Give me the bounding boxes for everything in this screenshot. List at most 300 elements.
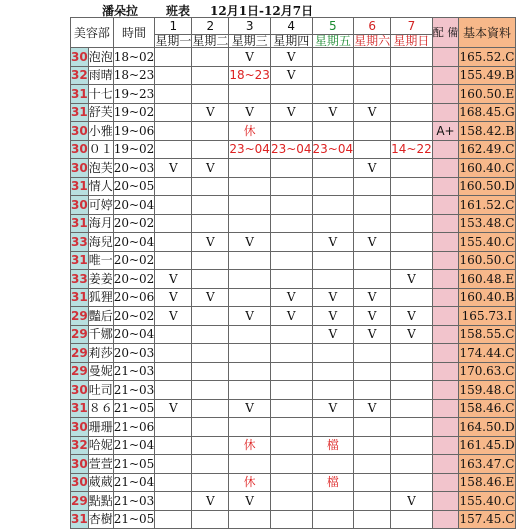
time-cell: 20~02	[113, 251, 155, 270]
pei-cell: A+	[432, 122, 459, 141]
name-cell: 珊珊	[88, 418, 113, 437]
day-cell	[192, 325, 229, 344]
day-cell	[192, 473, 229, 492]
age-cell: 30	[71, 455, 89, 474]
time-cell: 20~02	[113, 270, 155, 289]
day-cell	[192, 48, 229, 67]
day-cell	[354, 122, 391, 141]
info-cell: 157.45.C	[459, 510, 515, 529]
day-cell	[354, 473, 391, 492]
header-name: 美容部	[71, 18, 114, 48]
name-cell: 舒芙	[88, 103, 113, 122]
day-cell	[391, 233, 433, 252]
table-row	[71, 140, 516, 159]
day-cell	[155, 455, 192, 474]
day-cell	[155, 418, 192, 437]
day-cell	[354, 455, 391, 474]
table-row	[71, 48, 516, 67]
table-row	[71, 103, 516, 122]
day-cell	[155, 103, 192, 122]
time-cell: 20~02	[113, 307, 155, 326]
pei-cell	[432, 307, 459, 326]
table-row	[71, 325, 516, 344]
table-row	[71, 288, 516, 307]
info-cell: 160.48.E	[459, 270, 515, 289]
time-cell: 20~04	[113, 233, 155, 252]
day-cell	[229, 288, 271, 307]
day-cell	[192, 66, 229, 85]
age-cell: 33	[71, 233, 89, 252]
pei-cell	[432, 473, 459, 492]
day-cell	[312, 196, 354, 215]
day-cell	[155, 344, 192, 363]
table-row	[71, 196, 516, 215]
day-cell: V	[155, 399, 192, 418]
day-cell	[192, 381, 229, 400]
day-cell	[354, 66, 391, 85]
header-weekday-1: 星期一	[155, 34, 192, 48]
day-cell	[229, 344, 271, 363]
day-cell: V	[391, 492, 433, 511]
day-cell	[155, 196, 192, 215]
info-cell: 158.46.C	[459, 399, 515, 418]
time-cell: 20~04	[113, 196, 155, 215]
day-cell	[391, 381, 433, 400]
header-day-1: 1	[155, 18, 192, 35]
day-cell	[155, 66, 192, 85]
day-cell	[192, 510, 229, 529]
day-cell: V	[192, 103, 229, 122]
day-cell	[192, 307, 229, 326]
day-cell	[312, 66, 354, 85]
age-cell: 30	[71, 159, 89, 178]
day-cell	[270, 214, 312, 233]
day-cell	[229, 418, 271, 437]
info-cell: 162.49.C	[459, 140, 515, 159]
day-cell: V	[312, 288, 354, 307]
day-cell	[270, 492, 312, 511]
header-day-5: 5	[312, 18, 354, 35]
name-cell: 哈妮	[88, 436, 113, 455]
day-cell	[229, 325, 271, 344]
pei-cell	[432, 251, 459, 270]
header-day-2: 2	[192, 18, 229, 35]
day-cell	[391, 159, 433, 178]
table-row	[71, 344, 516, 363]
info-cell: 155.40.C	[459, 233, 515, 252]
time-cell: 20~03	[113, 344, 155, 363]
time-cell: 20~03	[113, 159, 155, 178]
day-cell: V	[354, 103, 391, 122]
day-cell	[192, 251, 229, 270]
day-cell	[229, 455, 271, 474]
pei-cell	[432, 270, 459, 289]
day-cell: V	[391, 270, 433, 289]
day-cell: V	[155, 307, 192, 326]
day-cell: V	[270, 48, 312, 67]
name-cell: 唯一	[88, 251, 113, 270]
day-cell	[155, 85, 192, 104]
day-cell	[192, 140, 229, 159]
day-cell	[192, 122, 229, 141]
table-row	[71, 455, 516, 474]
info-cell: 155.49.B	[459, 66, 515, 85]
day-cell	[270, 85, 312, 104]
day-cell	[270, 510, 312, 529]
day-cell: V	[354, 233, 391, 252]
day-cell	[155, 492, 192, 511]
age-cell: 30	[71, 381, 89, 400]
age-cell: 30	[71, 418, 89, 437]
time-cell: 21~06	[113, 418, 155, 437]
day-cell: 休	[229, 473, 271, 492]
pei-cell	[432, 85, 459, 104]
day-cell: V	[270, 103, 312, 122]
name-cell: 吐司	[88, 381, 113, 400]
day-cell	[391, 344, 433, 363]
age-cell: 29	[71, 492, 89, 511]
day-cell: V	[192, 492, 229, 511]
age-cell: 32	[71, 436, 89, 455]
header-time: 時間	[113, 18, 155, 48]
day-cell	[354, 418, 391, 437]
day-cell: V	[229, 307, 271, 326]
header-day-7: 7	[391, 18, 433, 35]
header-row	[71, 18, 516, 35]
day-cell	[192, 362, 229, 381]
age-cell: 29	[71, 344, 89, 363]
table-row	[71, 399, 516, 418]
header-weekday-7: 星期日	[391, 35, 433, 48]
day-cell: V	[391, 307, 433, 326]
day-cell	[391, 399, 433, 418]
day-cell	[192, 214, 229, 233]
table-row	[71, 307, 516, 326]
age-cell: 31	[71, 251, 89, 270]
pei-cell	[432, 103, 459, 122]
table-row	[71, 473, 516, 492]
header-weekday-5: 星期五	[312, 35, 354, 48]
table-row	[71, 270, 516, 289]
info-cell: 165.73.I	[459, 307, 515, 326]
pei-cell	[432, 48, 459, 67]
day-cell	[391, 288, 433, 307]
time-cell: 18~23	[113, 66, 155, 85]
info-cell: 160.50.D	[459, 177, 515, 196]
day-cell	[270, 473, 312, 492]
name-cell: 十七	[88, 85, 113, 104]
pei-cell	[432, 510, 459, 529]
info-cell: 174.44.C	[459, 344, 515, 363]
table-row	[71, 251, 516, 270]
time-cell: 19~06	[113, 122, 155, 141]
day-cell	[270, 418, 312, 437]
day-cell	[312, 85, 354, 104]
time-cell: 21~03	[113, 381, 155, 400]
day-cell: V	[270, 66, 312, 85]
time-cell: 21~04	[113, 436, 155, 455]
day-cell	[270, 381, 312, 400]
day-cell	[192, 85, 229, 104]
pei-cell	[432, 325, 459, 344]
name-cell: 萱萱	[88, 455, 113, 474]
day-cell	[192, 399, 229, 418]
table-row	[71, 214, 516, 233]
pei-cell	[432, 492, 459, 511]
shop-name: 潘朵拉	[102, 4, 139, 18]
day-cell: 休	[229, 436, 271, 455]
table-row	[71, 510, 516, 529]
pei-cell	[432, 288, 459, 307]
table-row	[71, 159, 516, 178]
day-cell	[312, 177, 354, 196]
day-cell	[354, 48, 391, 67]
day-cell	[312, 251, 354, 270]
day-cell	[354, 344, 391, 363]
info-cell: 159.48.C	[459, 381, 515, 400]
day-cell	[155, 362, 192, 381]
day-cell	[312, 344, 354, 363]
day-cell	[155, 325, 192, 344]
header-day-6: 6	[354, 18, 391, 35]
day-cell: V	[155, 288, 192, 307]
day-cell	[354, 196, 391, 215]
time-cell: 21~04	[113, 473, 155, 492]
pei-cell	[432, 196, 459, 215]
day-cell	[312, 214, 354, 233]
day-cell	[270, 233, 312, 252]
day-cell: V	[312, 103, 354, 122]
day-cell	[270, 270, 312, 289]
info-cell: 158.46.E	[459, 473, 515, 492]
day-cell: V	[391, 325, 433, 344]
header-pei: 配 備	[432, 18, 459, 48]
info-cell: 160.40.B	[459, 288, 515, 307]
date-range: 12月1日-12月7日	[210, 4, 314, 18]
day-cell	[354, 270, 391, 289]
name-cell: ０１	[88, 140, 113, 159]
day-cell: V	[192, 233, 229, 252]
table-row	[71, 85, 516, 104]
info-cell: 170.63.C	[459, 362, 515, 381]
time-cell: 21~05	[113, 510, 155, 529]
info-cell: 158.42.B	[459, 122, 515, 141]
name-cell: 姜姜	[88, 270, 113, 289]
day-cell	[354, 510, 391, 529]
age-cell: 30	[71, 473, 89, 492]
name-cell: 莉莎	[88, 344, 113, 363]
time-cell: 19~02	[113, 103, 155, 122]
day-cell	[155, 48, 192, 67]
day-cell: V	[229, 103, 271, 122]
day-cell	[270, 251, 312, 270]
table-row	[71, 177, 516, 196]
day-cell	[312, 510, 354, 529]
day-cell: V	[229, 492, 271, 511]
name-cell: 可婷	[88, 196, 113, 215]
day-cell	[270, 122, 312, 141]
name-cell: ８６	[88, 399, 113, 418]
day-cell	[354, 251, 391, 270]
day-cell: 14~22	[391, 140, 433, 159]
table-row	[71, 122, 516, 141]
day-cell: V	[270, 307, 312, 326]
day-cell: V	[312, 233, 354, 252]
day-cell	[354, 214, 391, 233]
table-row	[71, 418, 516, 437]
table-row	[71, 233, 516, 252]
pei-cell	[432, 362, 459, 381]
day-cell: V	[312, 307, 354, 326]
pei-cell	[432, 399, 459, 418]
time-cell: 20~06	[113, 288, 155, 307]
age-cell: 30	[71, 196, 89, 215]
info-cell: 160.50.E	[459, 85, 515, 104]
age-cell: 32	[71, 66, 89, 85]
header-day-4: 4	[270, 18, 312, 35]
pei-cell	[432, 381, 459, 400]
day-cell	[391, 214, 433, 233]
day-cell	[192, 418, 229, 437]
day-cell	[270, 325, 312, 344]
day-cell: 休	[229, 122, 271, 141]
day-cell	[391, 48, 433, 67]
day-cell	[354, 436, 391, 455]
day-cell	[354, 177, 391, 196]
day-cell: 23~04	[270, 140, 312, 159]
day-cell	[312, 492, 354, 511]
name-cell: 狐狸	[88, 288, 113, 307]
time-cell: 21~03	[113, 362, 155, 381]
day-cell	[312, 159, 354, 178]
schedule-table	[70, 17, 516, 529]
day-cell	[155, 251, 192, 270]
info-cell: 158.55.C	[459, 325, 515, 344]
day-cell	[354, 362, 391, 381]
name-cell: 海兒	[88, 233, 113, 252]
day-cell	[155, 122, 192, 141]
day-cell	[391, 122, 433, 141]
pei-cell	[432, 177, 459, 196]
info-cell: 160.50.C	[459, 251, 515, 270]
name-cell: 泡泡	[88, 48, 113, 67]
pei-cell	[432, 233, 459, 252]
name-cell: 杏樹	[88, 510, 113, 529]
pei-cell	[432, 66, 459, 85]
name-cell: 小雅	[88, 122, 113, 141]
age-cell: 30	[71, 48, 89, 67]
day-cell	[354, 140, 391, 159]
day-cell	[354, 85, 391, 104]
name-cell: 雨晴	[88, 66, 113, 85]
header-day-3: 3	[229, 18, 271, 35]
name-cell: 葳葳	[88, 473, 113, 492]
time-cell: 20~05	[113, 177, 155, 196]
day-cell	[229, 251, 271, 270]
day-cell: V	[354, 399, 391, 418]
day-cell: V	[229, 233, 271, 252]
name-cell: 情人	[88, 177, 113, 196]
age-cell: 31	[71, 214, 89, 233]
pei-cell	[432, 140, 459, 159]
day-cell: V	[192, 288, 229, 307]
time-cell: 21~05	[113, 455, 155, 474]
pei-cell	[432, 418, 459, 437]
day-cell	[312, 418, 354, 437]
table-row	[71, 381, 516, 400]
day-cell	[270, 362, 312, 381]
name-cell: 泡芙	[88, 159, 113, 178]
day-cell	[155, 473, 192, 492]
time-cell: 19~23	[113, 85, 155, 104]
age-cell: 30	[71, 122, 89, 141]
day-cell	[391, 196, 433, 215]
day-cell: V	[312, 399, 354, 418]
day-cell	[229, 510, 271, 529]
header-info: 基本資料	[459, 18, 515, 48]
age-cell: 31	[71, 177, 89, 196]
day-cell	[192, 436, 229, 455]
day-cell	[312, 362, 354, 381]
info-cell: 165.52.C	[459, 48, 515, 67]
day-cell	[312, 122, 354, 141]
day-cell	[270, 344, 312, 363]
age-cell: 31	[71, 510, 89, 529]
day-cell	[192, 344, 229, 363]
day-cell	[270, 159, 312, 178]
day-cell	[312, 48, 354, 67]
day-cell	[192, 455, 229, 474]
day-cell	[270, 455, 312, 474]
day-cell: V	[155, 270, 192, 289]
info-cell: 163.47.C	[459, 455, 515, 474]
time-cell: 20~02	[113, 214, 155, 233]
info-cell: 161.45.D	[459, 436, 515, 455]
header-weekday-2: 星期二	[192, 34, 229, 48]
time-cell: 19~02	[113, 140, 155, 159]
day-cell: V	[229, 399, 271, 418]
info-cell: 160.40.C	[459, 159, 515, 178]
day-cell: V	[354, 288, 391, 307]
day-cell: V	[354, 307, 391, 326]
day-cell	[312, 455, 354, 474]
header-weekday-4: 星期四	[270, 35, 312, 48]
time-cell: 21~05	[113, 399, 155, 418]
day-cell	[270, 436, 312, 455]
day-cell	[391, 66, 433, 85]
day-cell	[270, 399, 312, 418]
day-cell: 23~04	[312, 140, 354, 159]
day-cell: V	[354, 325, 391, 344]
name-cell: 點點	[88, 492, 113, 511]
info-cell: 155.40.C	[459, 492, 515, 511]
pei-cell	[432, 436, 459, 455]
pei-cell	[432, 455, 459, 474]
day-cell	[391, 362, 433, 381]
age-cell: 29	[71, 362, 89, 381]
table-row	[71, 362, 516, 381]
day-cell	[391, 177, 433, 196]
pei-cell	[432, 159, 459, 178]
time-cell: 21~03	[113, 492, 155, 511]
day-cell: V	[270, 288, 312, 307]
day-cell	[229, 159, 271, 178]
day-cell	[155, 214, 192, 233]
info-cell: 153.48.C	[459, 214, 515, 233]
day-cell	[229, 381, 271, 400]
day-cell: 23~04	[229, 140, 271, 159]
day-cell	[155, 233, 192, 252]
